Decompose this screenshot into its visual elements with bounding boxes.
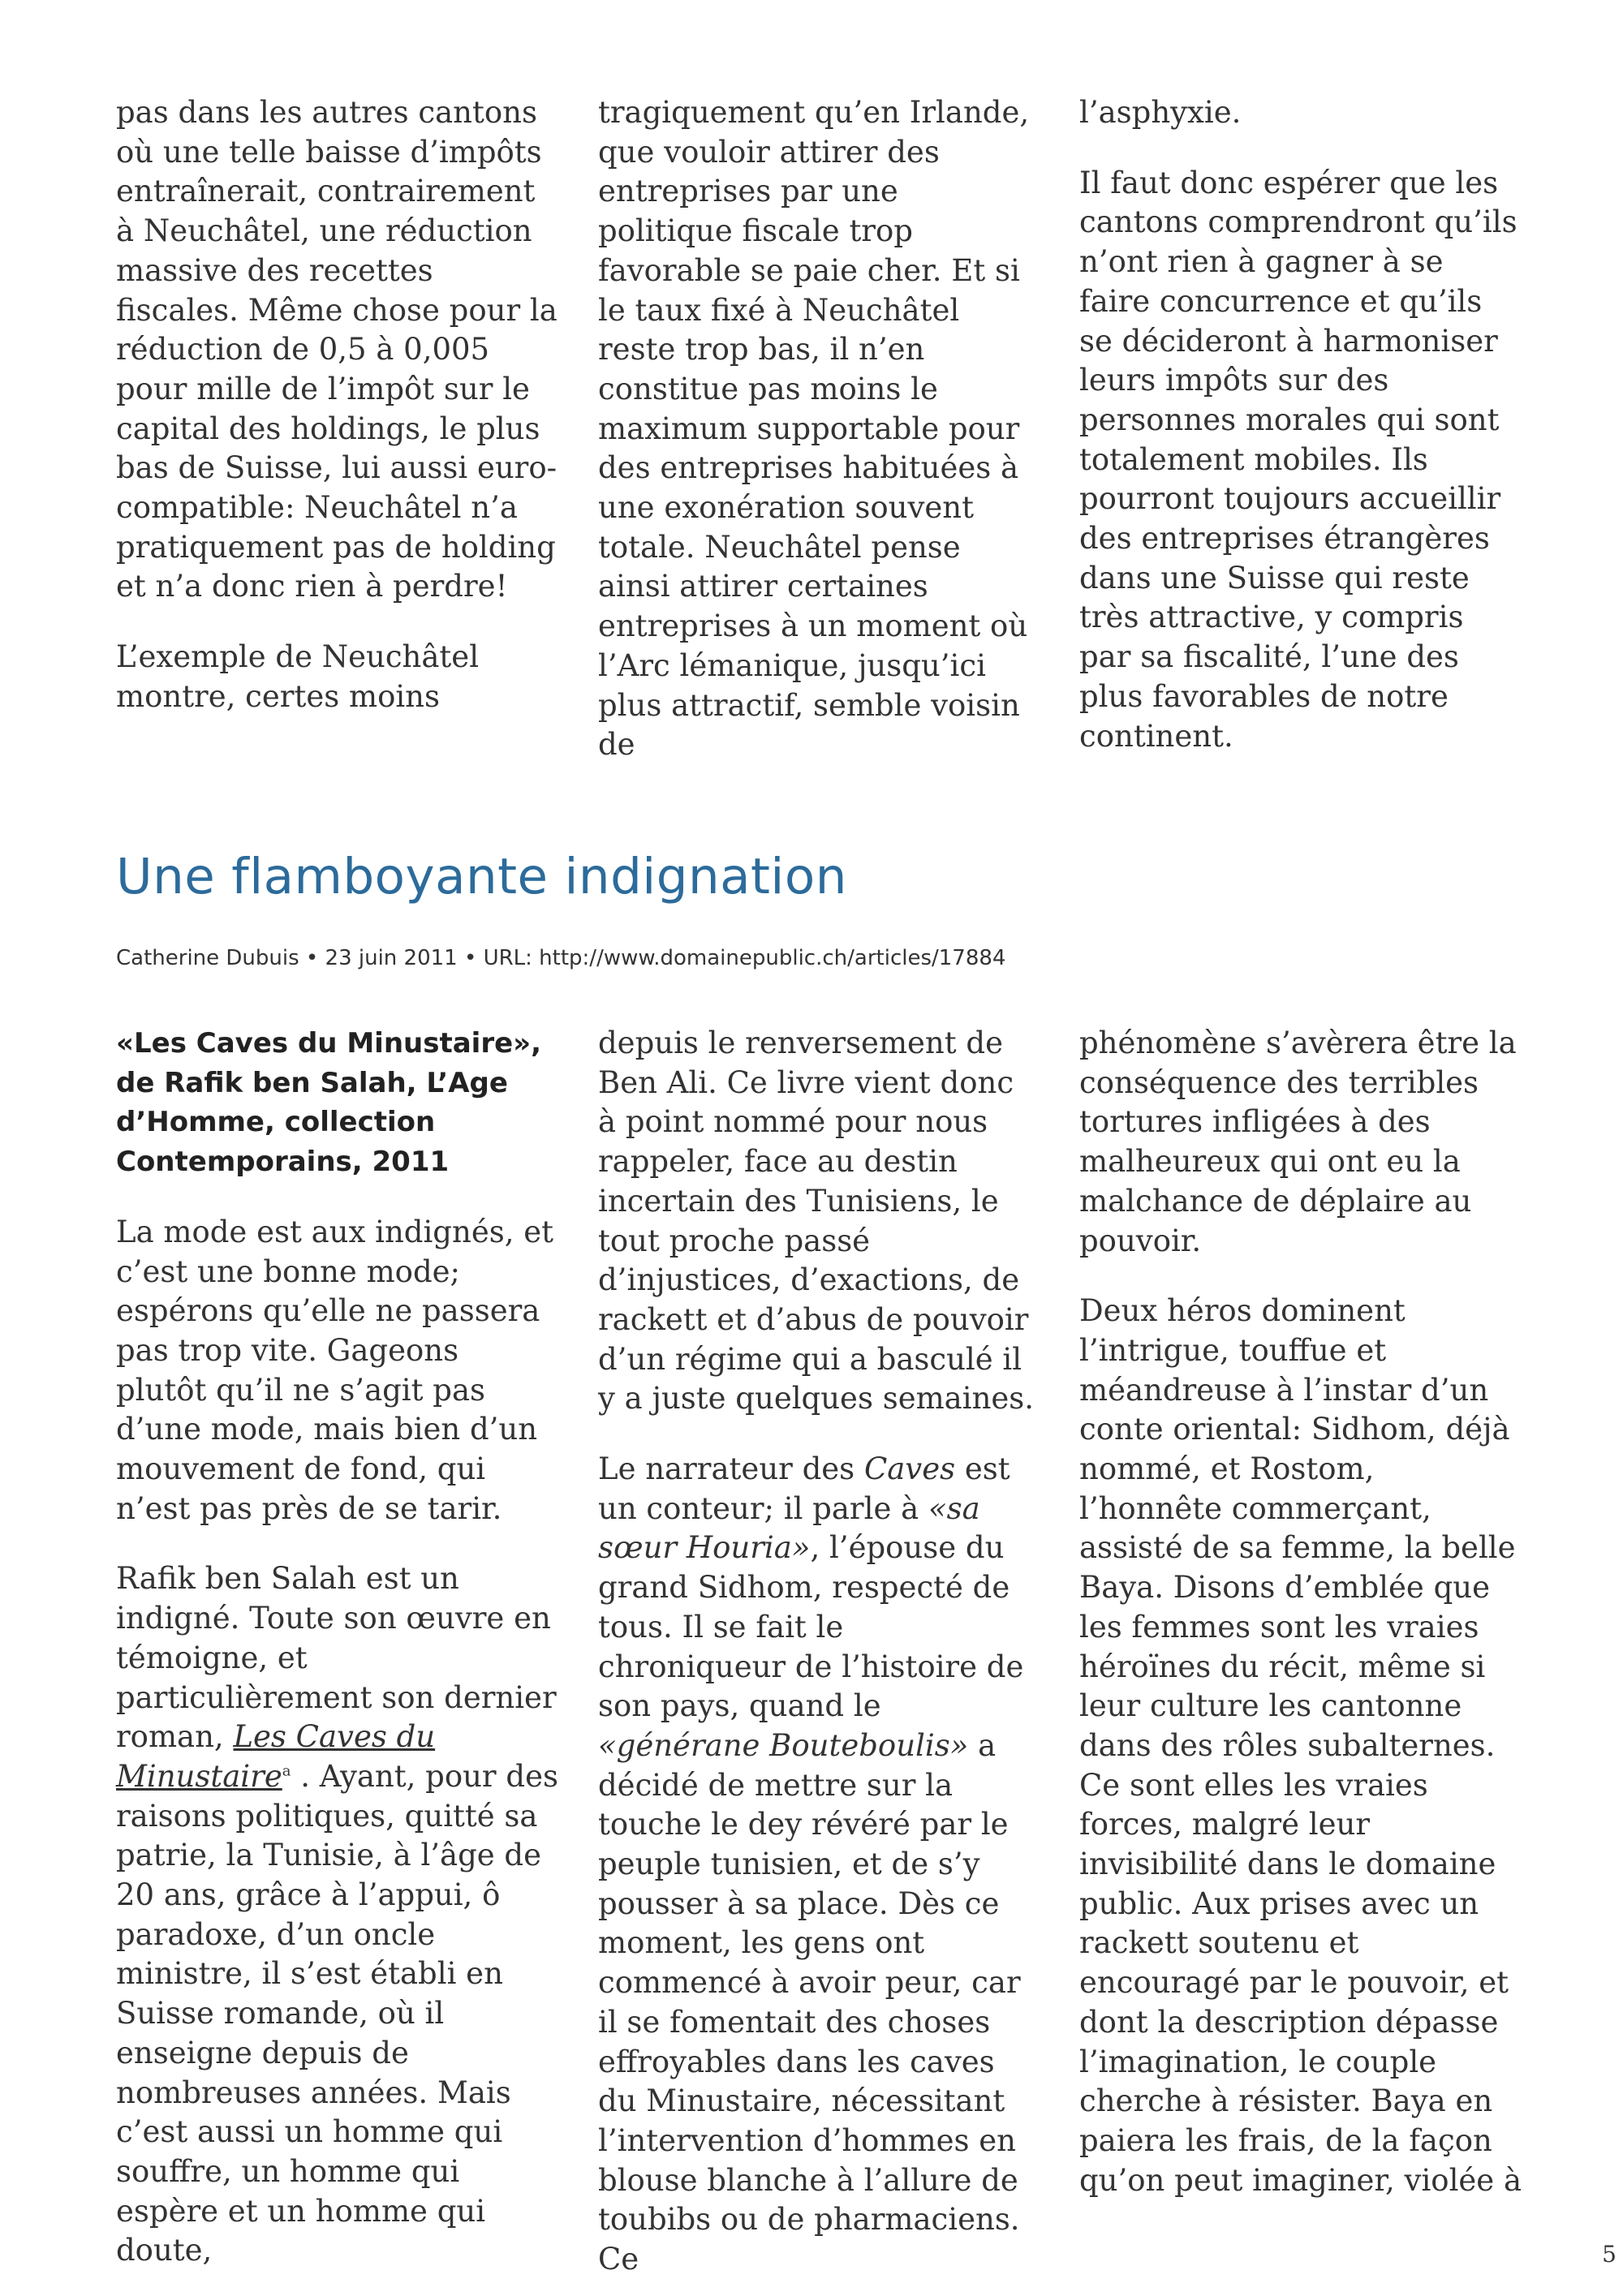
paragraph-text: , l’épouse du grand Sidhom, respecté de tous. Il se fait le chroniqueur de l’histoire de son pays, quand le xyxy=(598,1530,1024,1724)
paragraph-text: est un conteur; il parle à xyxy=(598,1451,1010,1526)
article1-col3-paragraph-2: Il faut donc espérer que les cantons comprendront qu’ils n’ont rien à gagner à se faire concurrence et qu’ils se décideront à harmoniser leurs impôts sur des personnes morales qui sont totalement mobiles. Ils pourront toujours accueillir des entreprises étrangères dans une Suisse qui reste très attractive, y compris par sa fiscalité, l’une des plus favorables de notre continent. xyxy=(1079,165,1518,754)
article-meta: Catherine Dubuis • 23 juin 2011 • URL: http://www.domainepublic.ch/articles/17884 xyxy=(116,946,1006,970)
footnote-marker[interactable]: a xyxy=(282,1762,291,1780)
paragraph-text: . Ayant, pour des raisons politiques, quitté sa patrie, la Tunisie, à l’âge de 20 ans, grâce à l’appui, ô paradoxe, d’un oncle ministre, il s’est établi en Suisse romande, où il enseigne depuis de nombreuses années. Mais c’est aussi un homme qui souffre, un homme qui espère et un homme qui doute, xyxy=(116,1758,558,2268)
book-reference: «Les Caves du Minustaire», de Rafik ben Salah, L’Age d’Homme, collection Contemporains, 2011 xyxy=(116,1027,542,1179)
article1-col1-paragraph-1: pas dans les autres cantons où une telle baisse d’impôts entraînerait, contrairement à Neuchâtel, une réduction massive des recettes fiscales. Même chose pour la réduction de 0,5 à 0,005 pour mille de l’impôt sur le capital des holdings, le plus bas de Suisse, lui aussi euro-compatible: Neuchâtel n’a pratiquement pas de holding et n’a donc rien à perdre! xyxy=(116,95,558,604)
article2-column-3 xyxy=(1079,1024,1522,2200)
article2-col1-paragraph-2 xyxy=(116,1559,558,2271)
article2-column-2 xyxy=(598,1024,1040,2280)
paragraph-text: a décidé de mettre sur la touche le dey révéré par le peuple tunisien, et de s’y pousser à sa place. Dès ce moment, les gens ont commencé à avoir peur, car il se fomentait des choses effroyables dans les caves du Minustaire, nécessitant l’intervention d’hommes en blouse blanche à l’allure de toubibs ou de pharmaciens. Ce xyxy=(598,1727,1021,2277)
italic-text: Caves xyxy=(863,1451,956,1487)
italic-quote: «sa sœur Houria» xyxy=(598,1490,980,1566)
article2-col2-paragraph-2 xyxy=(598,1450,1040,2280)
article1-column-3 xyxy=(1079,93,1522,756)
italic-quote: «générane Bouteboulis» xyxy=(598,1727,969,1763)
article-title: Une flamboyante indignation xyxy=(116,848,847,905)
article1-col3-paragraph-1: l’asphyxie. xyxy=(1079,95,1242,130)
article2-col3-paragraph-2: Deux héros dominent l’intrigue, touffue et méandreuse à l’instar d’un conte oriental: Sidhom, déjà nommé, et Rostom, l’honnête commerçant, assisté de sa femme, la belle Baya. Disons d’emblée que les femmes sont les vraies héroïnes du récit, même si leur culture les cantonne dans des rôles subalternes. Ce sont elles les vraies forces, malgré leur invisibilité dans le domaine public. Aux prises avec un rackett soutenu et encouragé par le pouvoir, et dont la description dépasse l’imagination, le couple cherche à résister. Baya en paiera les frais, de la façon qu’on peut imaginer, violée à xyxy=(1079,1293,1522,2198)
article1-col1-paragraph-2: L’exemple de Neuchâtel montre, certes moins xyxy=(116,639,480,714)
paragraph-text: Rafik ben Salah est un indigné. Toute son œuvre en témoigne, et particulièrement son dernier roman, xyxy=(116,1561,557,1755)
article2-column-1 xyxy=(116,1024,558,2271)
paragraph-text: Le narrateur des xyxy=(598,1451,864,1487)
article1-column-2 xyxy=(598,93,1040,765)
article1-column-1 xyxy=(116,93,558,717)
article2-col2-paragraph-1: depuis le renversement de Ben Ali. Ce livre vient donc à point nommé pour nous rappeler, face au destin incertain des Tunisiens, le tout proche passé d’injustices, d’exactions, de rackett et d’abus de pouvoir d’un régime qui a basculé il y a juste quelques semaines. xyxy=(598,1025,1035,1417)
article2-col3-paragraph-1: phénomène s’avèrera être la conséquence des terribles tortures infligées à des malheureux qui ont eu la malchance de déplaire au pouvoir. xyxy=(1079,1025,1517,1258)
book-title-link[interactable]: Les Caves du Minustaire xyxy=(116,1719,436,1794)
article1-col2-paragraph-1: tragiquement qu’en Irlande, que vouloir attirer des entreprises par une politique fiscale trop favorable se paie cher. Et si le taux fixé à Neuchâtel reste trop bas, il n’en constitue pas moins le maximum supportable pour des entreprises habituées à une exonération souvent totale. Neuchâtel pense ainsi attirer certaines entreprises à un moment où l’Arc lémanique, jusqu’ici plus attractif, semble voisin de xyxy=(598,95,1030,763)
article2-col1-paragraph-1: La mode est aux indignés, et c’est une bonne mode; espérons qu’elle ne passera pas trop vite. Gageons plutôt qu’il ne s’agit pas d’une mode, mais bien d’un mouvement de fond, qui n’est pas près de se tarir. xyxy=(116,1214,553,1526)
page-number: 5 xyxy=(1602,2241,1617,2268)
